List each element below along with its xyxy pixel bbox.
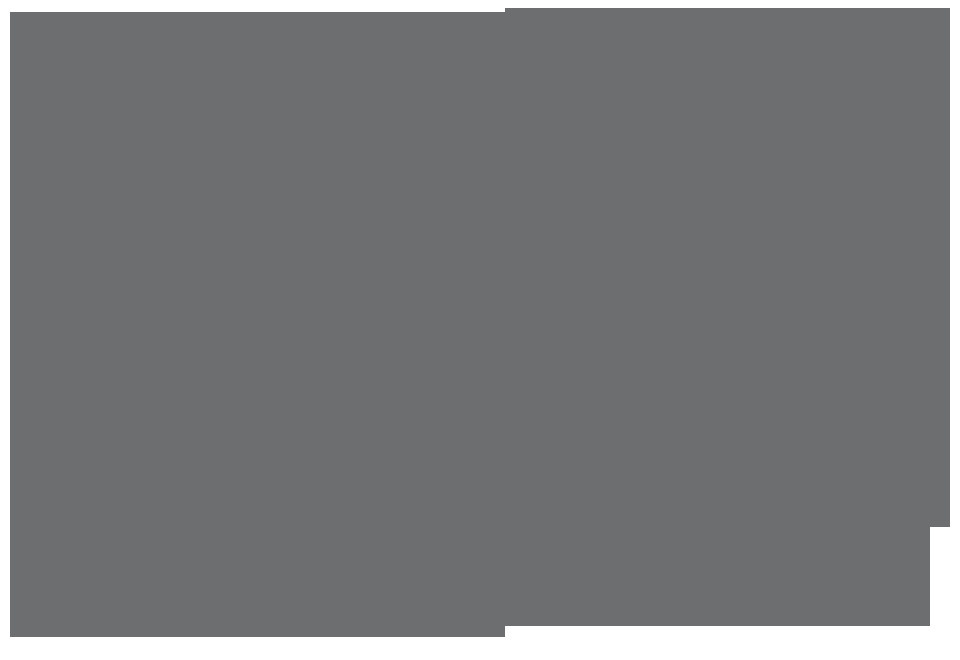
lower-right-content-surface[interactable] (505, 527, 930, 626)
main-content-surface[interactable] (10, 12, 950, 527)
lower-left-content-surface[interactable] (10, 527, 505, 637)
